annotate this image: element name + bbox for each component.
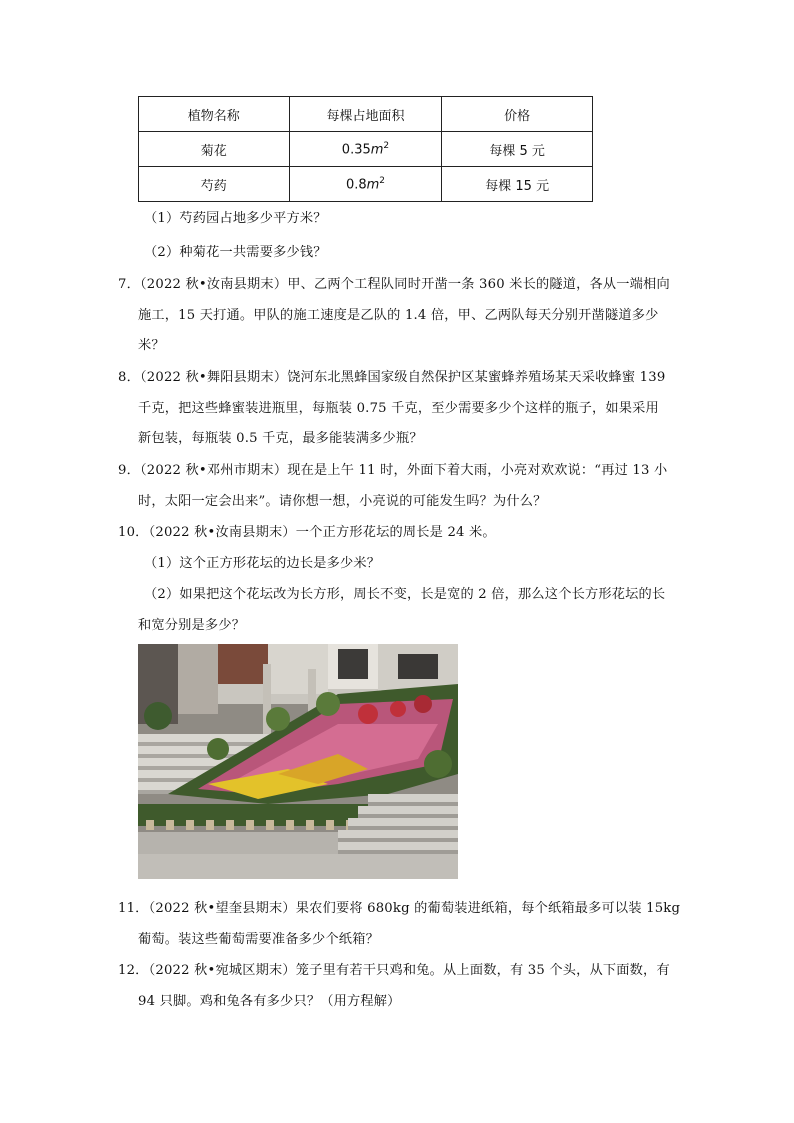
cell-area: $0.35m^2$ <box>289 132 442 167</box>
q11-line1: 11．（2022 秋•望奎县期末）果农们要将 680kg 的葡萄装进纸箱，每个纸箱最多可以装 15kg <box>118 901 681 916</box>
q7-line1: 7．（2022 秋•汝南县期末）甲、乙两个工程队同时开凿一条 360 米长的隧道，各从一端相向 <box>118 277 670 292</box>
cell-price: 每棵 5 元 <box>442 132 593 167</box>
q8-line1: 8．（2022 秋•舞阳县期末）饶河东北黑蜂国家级自然保护区某蜜蜂养殖场某天采收蜂蜜 139 <box>118 370 666 385</box>
q10-sub2b: 和宽分别是多少？ <box>138 618 246 633</box>
table-row <box>139 167 593 202</box>
q9-line1: 9．（2022 秋•邓州市期末）现在是上午 11 时，外面下着大雨，小亮对欢欢说：“再过 13 小 <box>118 463 668 478</box>
cell-price: 每棵 15 元 <box>442 167 593 202</box>
q6-sub1: （1）芍药园占地多少平方米？ <box>144 211 327 226</box>
plant-table <box>138 96 593 202</box>
q7-line3: 米？ <box>138 338 165 353</box>
q6-sub2: （2）种菊花一共需要多少钱？ <box>144 245 327 260</box>
header-area: 每棵占地面积 <box>289 97 442 132</box>
q11-line2: 葡萄。装这些葡萄需要准备多少个纸箱？ <box>138 932 379 947</box>
q10-line1: 10．（2022 秋•汝南县期末）一个正方形花坛的周长是 24 米。 <box>118 525 496 540</box>
q12-line2: 94 只脚。鸡和兔各有多少只？（用方程解） <box>138 994 401 1009</box>
header-plant-name: 植物名称 <box>139 97 290 132</box>
q10-sub2: （2）如果把这个花坛改为长方形，周长不变，长是宽的 2 倍，那么这个长方形花坛的长 <box>144 587 666 602</box>
flower-bed-photo <box>138 644 458 879</box>
header-price: 价格 <box>442 97 593 132</box>
table-header-row <box>139 97 593 132</box>
q12-line1: 12．（2022 秋•宛城区期末）笼子里有若干只鸡和兔。从上面数，有 35 个头，从下面数，有 <box>118 963 670 978</box>
cell-name: 菊花 <box>139 132 290 167</box>
q7-line2: 施工，15 天打通。甲队的施工速度是乙队的 1.4 倍，甲、乙两队每天分别开凿隧道多少 <box>138 308 659 323</box>
q9-line2: 时，太阳一定会出来”。请你想一想，小亮说的可能发生吗？为什么？ <box>138 494 547 509</box>
cell-name: 芍药 <box>139 167 290 202</box>
q8-line2: 千克，把这些蜂蜜装进瓶里，每瓶装 0.75 千克，至少需要多少个这样的瓶子，如果采用 <box>138 401 659 416</box>
q10-sub1: （1）这个正方形花坛的边长是多少米？ <box>144 556 381 571</box>
q8-line3: 新包装，每瓶装 0.5 千克，最多能装满多少瓶？ <box>138 431 423 446</box>
table-row <box>139 132 593 167</box>
cell-area: $0.8m^2$ <box>289 167 442 202</box>
